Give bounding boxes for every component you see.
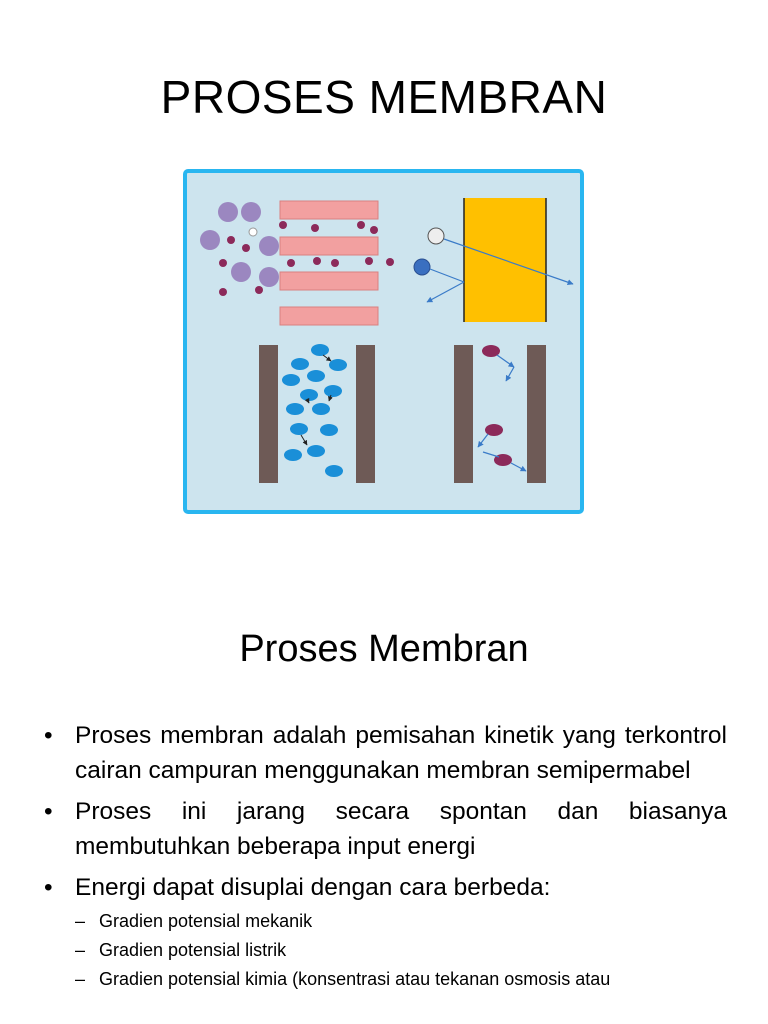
small-particle <box>279 221 287 229</box>
small-particle <box>311 224 319 232</box>
brown-wall <box>527 345 546 483</box>
pink-bar <box>280 201 378 219</box>
bullet-text: Energi dapat disuplai dengan cara berbeda: <box>75 874 551 901</box>
small-particle <box>249 228 257 236</box>
large-particle <box>259 267 279 287</box>
bullet-item: • Proses membran adalah pemisahan kinetik yang terkontrol cairan campuran menggunakan membran semipermabel <box>44 718 727 788</box>
bullet-item: • Proses ini jarang secara spontan dan biasanya membutuhkan beberapa input energi <box>44 794 727 864</box>
small-particle <box>357 221 365 229</box>
small-particle <box>219 259 227 267</box>
bullet-list <box>44 718 727 1000</box>
small-particle <box>287 259 295 267</box>
slide-title: Proses Membran <box>239 628 529 670</box>
sub-list <box>75 907 727 994</box>
small-particle <box>227 236 235 244</box>
white-particle <box>428 228 444 244</box>
brown-wall <box>259 345 278 483</box>
small-particle <box>219 288 227 296</box>
small-particle <box>313 257 321 265</box>
pink-bar <box>280 307 378 325</box>
small-particle <box>386 258 394 266</box>
large-particle <box>259 236 279 256</box>
small-particle <box>255 286 263 294</box>
large-particle <box>241 202 261 222</box>
membrane-process-illustration <box>183 169 585 515</box>
sub-item: – Gradien potensial kimia (konsentrasi atau tekanan osmosis atau <box>75 965 727 994</box>
large-particle <box>200 230 220 250</box>
pink-bar <box>280 237 378 255</box>
brown-wall <box>454 345 473 483</box>
slide-title: PROSES MEMBRAN <box>160 71 608 123</box>
large-particle <box>231 262 251 282</box>
small-particle <box>370 226 378 234</box>
brown-wall <box>356 345 375 483</box>
sub-item: – Gradien potensial listrik <box>75 936 727 965</box>
small-particle <box>331 259 339 267</box>
pink-bar <box>280 272 378 290</box>
small-particle <box>242 244 250 252</box>
blue-particle <box>414 259 430 275</box>
bullet-item <box>44 870 727 994</box>
small-particle <box>365 257 373 265</box>
large-particle <box>218 202 238 222</box>
sub-item: – Gradien potensial mekanik <box>75 907 727 936</box>
slide-2 <box>0 560 768 1024</box>
